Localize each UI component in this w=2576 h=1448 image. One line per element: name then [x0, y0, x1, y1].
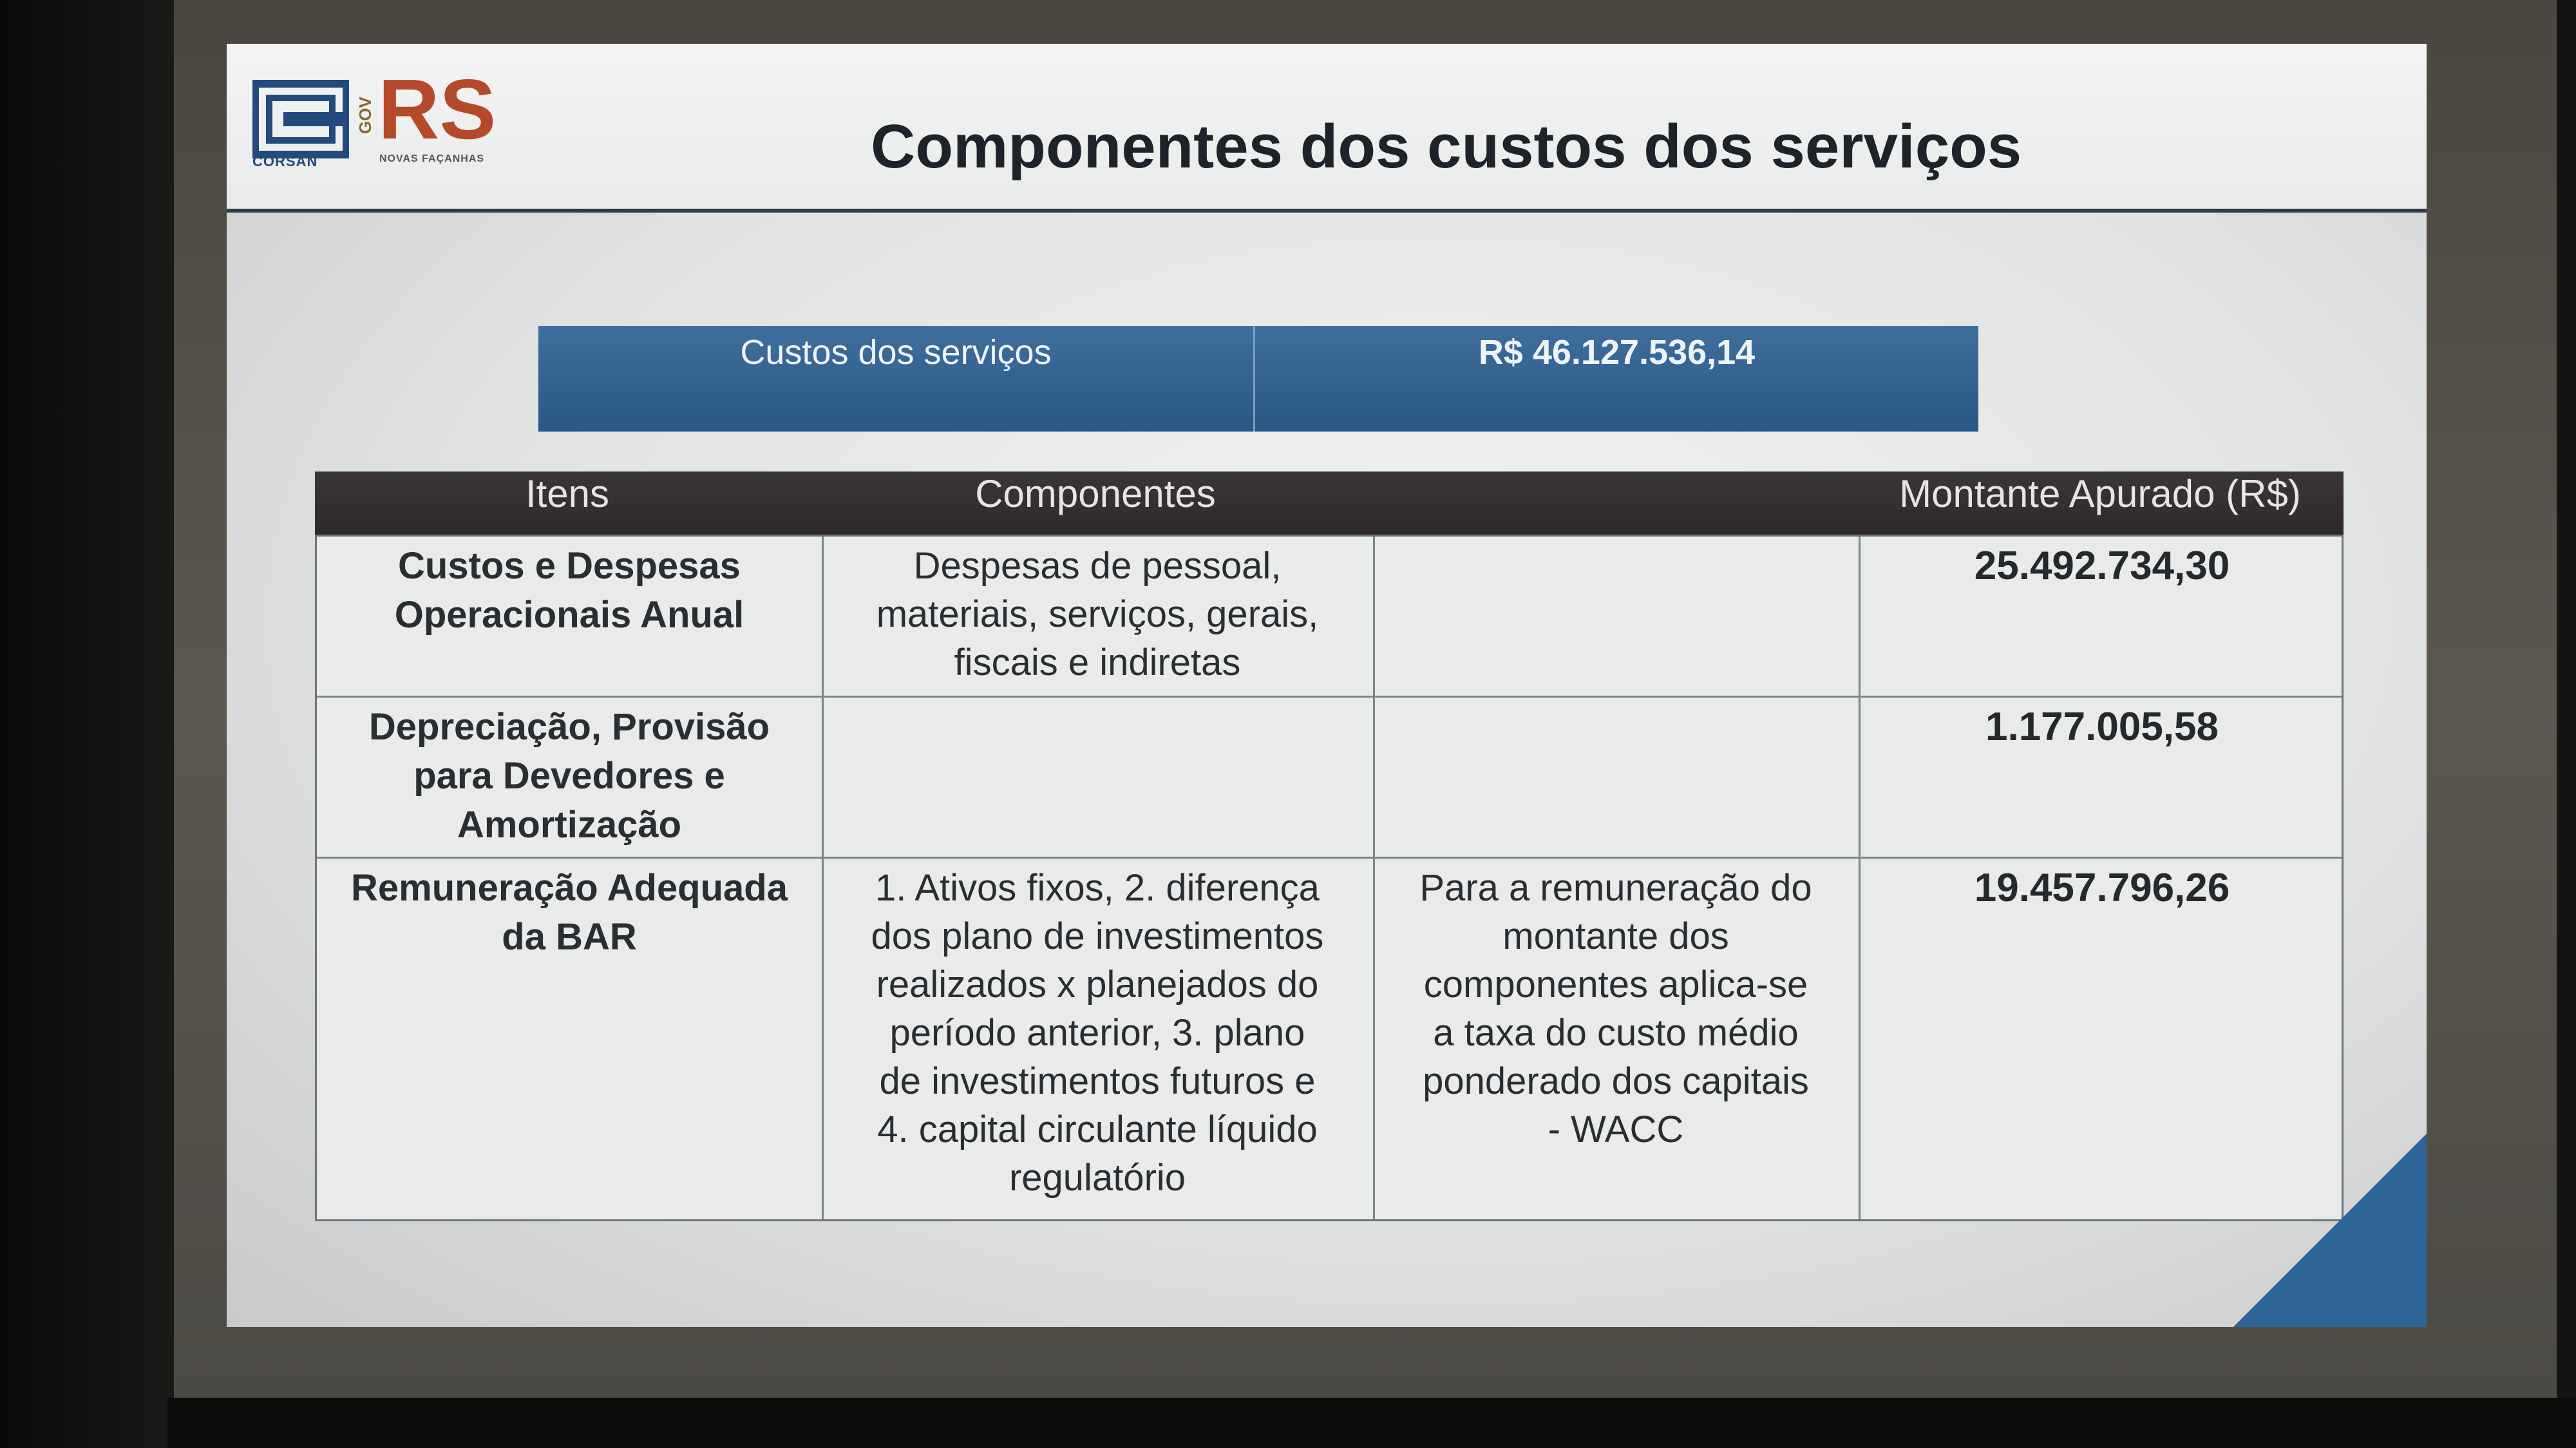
header-itens: Itens	[525, 472, 610, 515]
header-componentes: Componentes	[975, 472, 1216, 515]
summary-value: R$ 46.127.536,14	[1478, 333, 1756, 372]
corsan-logo-icon	[252, 77, 349, 165]
header-divider	[227, 209, 2427, 213]
component-line: fiscais e indiretas	[954, 642, 1241, 683]
costs-table	[315, 472, 2344, 1221]
table-header	[315, 472, 2344, 535]
item-line: para Devedores e	[413, 755, 725, 797]
header-blank	[1371, 472, 1857, 535]
corner-accent-shape	[2233, 1134, 2427, 1327]
item-line: Amortização	[457, 804, 682, 846]
slide-title: Componentes dos custos dos serviços	[871, 112, 2022, 181]
room-background-left	[0, 0, 193, 1448]
table-body	[315, 535, 2344, 1221]
note-line: Para a remuneração do	[1419, 867, 1812, 909]
note-line: ponderado dos capitais	[1423, 1060, 1809, 1102]
component-line: Despesas de pessoal,	[913, 545, 1282, 587]
corsan-logo-text: CORSAN	[252, 153, 318, 169]
component-line: regulatório	[1009, 1157, 1186, 1199]
item-line: Remuneração Adequada	[351, 867, 788, 909]
component-line: 1. Ativos fixos, 2. diferença	[875, 867, 1320, 909]
screen-bottom-edge	[167, 1398, 2576, 1448]
table-row-3-amount: 19.457.796,26	[1974, 866, 2230, 910]
header-montante: Montante Apurado (R$)	[1899, 472, 2301, 515]
item-line: da BAR	[502, 916, 637, 958]
summary-label: Custos dos serviços	[740, 333, 1052, 372]
row-divider	[317, 696, 2342, 698]
table-row-1-item	[317, 542, 822, 640]
component-line: dos plano de investimentos	[871, 915, 1324, 957]
row-divider	[317, 857, 2342, 859]
note-line: - WACC	[1548, 1109, 1684, 1150]
rs-logo-subtitle: NOVAS FAÇANHAS	[379, 153, 485, 164]
component-line: materiais, serviços, gerais,	[876, 593, 1319, 635]
table-row-1-components	[822, 542, 1373, 687]
rs-logo-text: RS	[378, 62, 497, 157]
component-line: de investimentos futuros e	[879, 1060, 1316, 1102]
projected-slide	[227, 44, 2427, 1327]
table-row-2-item	[317, 703, 822, 850]
component-line: 4. capital circulante líquido	[877, 1109, 1318, 1150]
table-row-3-note	[1373, 864, 1859, 1154]
summary-bar	[538, 326, 1978, 432]
table-row-3-components	[822, 864, 1373, 1202]
table-row-3-item	[317, 864, 822, 962]
table-row-1-amount: 25.492.734,30	[1974, 544, 2230, 588]
item-line: Operacionais Anual	[394, 594, 744, 636]
note-line: componentes aplica-se	[1423, 964, 1808, 1005]
item-line: Custos e Despesas	[398, 545, 741, 587]
item-line: Depreciação, Provisão	[368, 706, 770, 748]
component-line: realizados x planejados do	[876, 964, 1319, 1005]
note-line: a taxa do custo médio	[1433, 1012, 1799, 1054]
table-row-2-amount: 1.177.005,58	[1985, 705, 2219, 749]
component-line: período anterior, 3. plano	[889, 1012, 1305, 1054]
gov-logo-text: GOV	[355, 97, 375, 134]
note-line: montante dos	[1502, 915, 1729, 957]
